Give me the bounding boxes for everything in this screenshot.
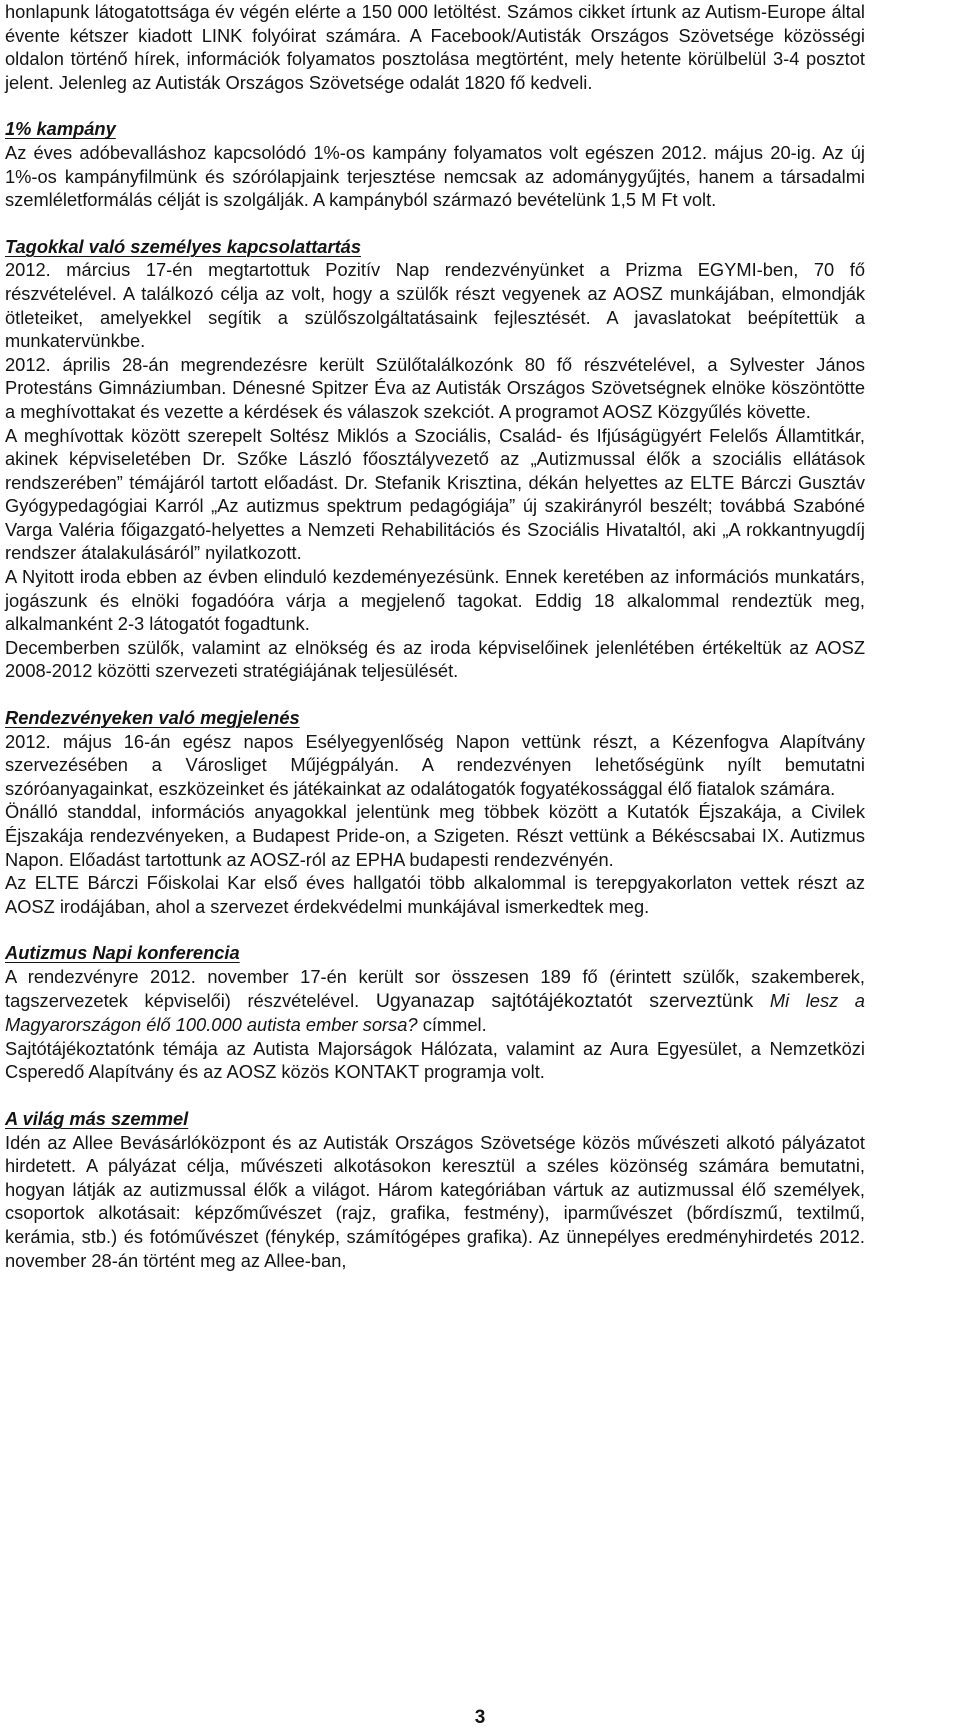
intro-paragraph: honlapunk látogatottsága év végén elérte a 150 000 letöltést. Számos cikket írtunk az Autism-Europe által évente kétszer kiadott LINK folyóirat számára. A Facebook/Autisták Országos Szövetsége közösségi oldalon történő hírek, információk folyamatos posztolása megtörtént, mely hetente körülbelül 3-4 posztot jelent. Jelenleg az Autisták Országos Szövetsége odalát 1820 fő kedveli. [5, 1, 865, 93]
paragraph: Decemberben szülők, valamint az elnökség és az iroda képviselőinek jelenlétében értékeltük az AOSZ 2008-2012 közötti szervezeti stratégiájának teljesülését. [5, 636, 865, 682]
page-number: 3 [474, 1707, 486, 1728]
paragraph: A meghívottak között szerepelt Soltész Miklós a Szociális, Család- és Ifjúságügyért Felelős Államtitkár, akinek képviseletében Dr. Szőke László főosztályvezető az „Autizmussal élők a szociális ellátások rendszerében” témájáról tartott előadást. Dr. Stefanik Krisztina, dékán helyettes az ELTE Bárczi Gusztáv Gyógypedagógiai Karról „Az autizmus spektrum pedagógiája” új szakirányról beszélt; továbbá Szabóné Varga Valéria főigazgató-helyettes a Nemzeti Rehabilitációs és Szociális Hivataltól, aki „A rokkantnyugdíj rendszer átalakulásáról” nyilatkozott. [5, 424, 865, 564]
conference-text: A rendezvényre 2012. november 17-én került sor összesen 189 fő (érintett szülők, szakemberek, tagszervezetek képviselői) részvételével. [5, 965, 865, 1011]
section-heading-world: A világ más szemmel [5, 1107, 189, 1129]
paragraph: 2012. április 28-án megrendezésre került Szülőtalálkozónk 80 fő részvételével, a Sylvester János Protestáns Gimnáziumban. Dénesné Spitzer Éva az Autisták Országos Szövetségnek elnöke köszöntötte a meghívottakat és vezette a kérdések és válaszok szekciót. A programot AOSZ Közgyűlés követte. [5, 353, 865, 422]
document-page [5, 0, 865, 1272]
section-heading-members: Tagokkal való személyes kapcsolattartás [5, 235, 361, 257]
paragraph: Az éves adóbevalláshoz kapcsolódó 1%-os kampány folyamatos volt egészen 2012. május 20-ig. Az új 1%-os kampányfilmünk és szórólapjaink terjesztése nemcsak az adománygyűjtés, hanem a társadalmi szemléletformálás célját is szolgálják. A kampányból származó bevételünk 1,5 M Ft volt. [5, 141, 865, 211]
spacer [5, 918, 865, 941]
section-heading-conference: Autizmus Napi konferencia [5, 942, 240, 964]
section-heading-one-percent: 1% kampány [5, 118, 116, 140]
spacer [5, 683, 865, 706]
section-heading-events: Rendezvényeken való megjelenés [5, 707, 300, 729]
paragraph: 2012. május 16-án egész napos Esélyegyenlőség Napon vettünk részt, a Kézenfogva Alapítvány szervezésében a Városliget Műjégpályán. A rendezvényen lehetőségünk nyílt bemutatni szóróanyagainkat, eszközeinket és játékainkat az odalátogatók fogyatékossággal élő fiatalok számára. [5, 730, 865, 799]
paragraph: Önálló standdal, információs anyagokkal jelentünk meg többek között a Kutatók Éjszakája, a Civilek Éjszakája rendezvényeken, a Budapest Pride-on, a Szigeten. Részt vettünk a Békéscsabai IX. Autizmus Napon. Előadást tartottunk az AOSZ-ról az EPHA budapesti rendezvényén. [5, 801, 865, 870]
press-conference-title: Mi lesz a Magyarországon élő 100.000 autista ember sorsa? [5, 989, 865, 1036]
paragraph: 2012. március 17-én megtartottuk Pozitív Nap rendezvényünket a Prizma EGYMI-ben, 70 fő részvételével. A találkozó célja az volt, hogy a szülők részt vegyenek az AOSZ munkájában, elmondják ötleteiket, amelyekkel segítik a szülőszolgáltatásaink fejlesztését. A javaslatokat beépítettük a munkatervünkbe. [5, 259, 865, 352]
paragraph: Idén az Allee Bevásárlóközpont és az Autisták Országos Szövetsége közös művészeti alkotó pályázatot hirdetett. A pályázat célja, művészeti alkotásokon keresztül a széles közönség számára bemutatni, hogyan látják az autizmussal élők a világot. Három kategóriában vártuk az autizmussal élő személyek, csoportok alkotásait: képzőművészet (rajz, grafika, festmény), iparművészet (bőrdíszmű, textilmű, kerámia, stb.) és fotóművészet (fénykép, számítógépes grafika). Az ünnepélyes eredményhirdetés 2012. november 28-án történt meg az Allee-ban, [5, 1131, 865, 1271]
paragraph: A Nyitott iroda ebben az évben elinduló kezdeményezésünk. Ennek keretében az információs munkatárs, jogászunk és elnöki fogadóóra várja a megjelenő tagokat. Eddig 18 alkalommal rendeztük meg, alkalmanként 2-3 látogatót fogadtunk. [5, 566, 865, 635]
paragraph [5, 965, 865, 1037]
spacer [5, 94, 865, 117]
conference-text-end: címmel. [422, 1014, 487, 1036]
spacer [5, 212, 865, 235]
spacer [5, 1084, 865, 1107]
paragraph: Az ELTE Bárczi Főiskolai Kar első éves hallgatói több alkalommal is terepgyakorlaton vettek részt az AOSZ irodájában, ahol a szervezet érdekvédelmi munkájával ismerkedtek meg. [5, 872, 865, 917]
paragraph: Sajtótájékoztatónk témája az Autista Majorságok Hálózata, valamint az Aura Egyesület, a Nemzetközi Csperedő Alapítvány és az AOSZ közös KONTAKT programja volt. [5, 1037, 865, 1083]
press-conference-text: Ugyanazap sajtótájékoztatót szerveztünk [375, 989, 754, 1012]
